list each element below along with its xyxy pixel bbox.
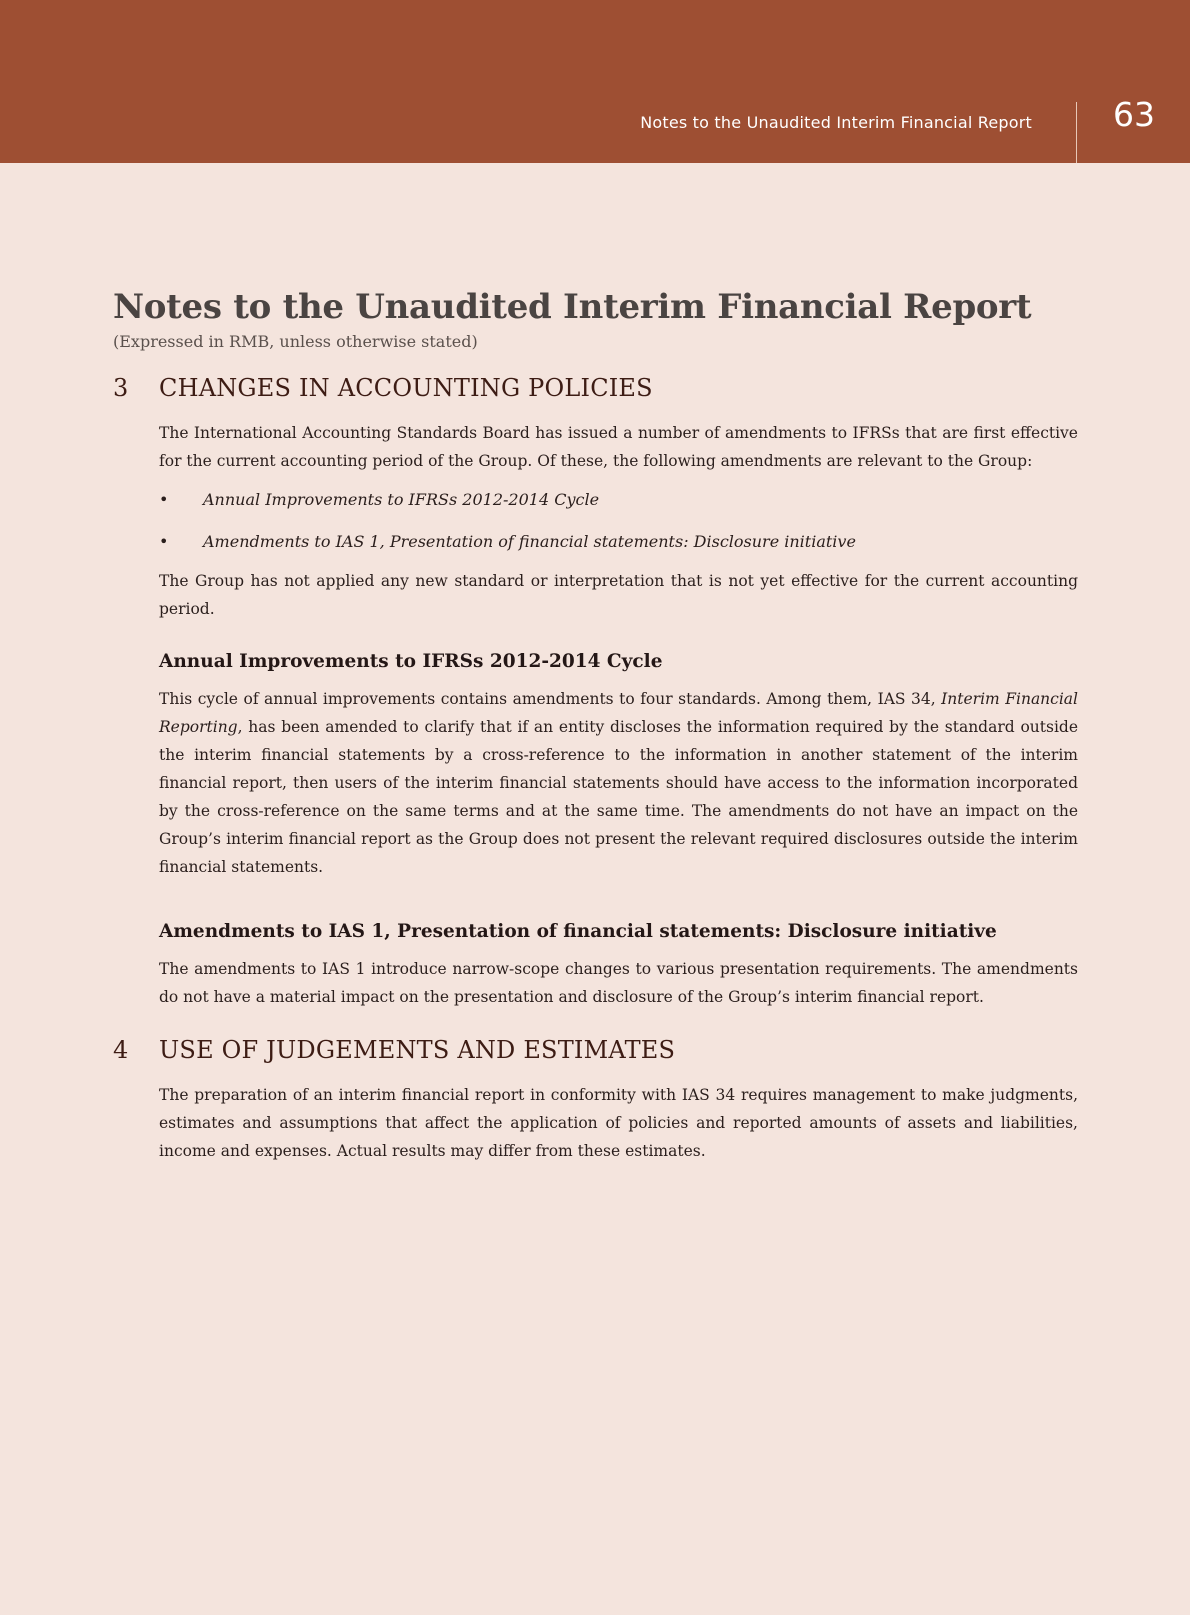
bullet-icon: • [159, 532, 169, 551]
page-content [113, 285, 1078, 1165]
section-body [159, 419, 1078, 1011]
italic-standard-name: Interim Financial Reporting [159, 690, 1078, 736]
section-body [159, 1081, 1078, 1165]
section-4 [113, 1035, 1078, 1165]
page-number: 63 [1113, 95, 1155, 134]
list-item-text: Amendments to IAS 1, Presentation of financial statements: Disclosure initiative [203, 532, 856, 551]
section-heading [113, 373, 1078, 403]
section-number: 3 [113, 374, 129, 402]
section-3 [113, 373, 1078, 1011]
ias1-paragraph: The amendments to IAS 1 introduce narrow-scope changes to various presentation requirements. The amendments do not have a material impact on the presentation and disclosure of the Group’s interim financial report. [159, 960, 1078, 1006]
text-run: This cycle of annual improvements contains amendments to four standards. Among them, IAS 34, [159, 690, 942, 708]
section-title: USE OF JUDGEMENTS AND ESTIMATES [159, 1036, 676, 1064]
list-item [159, 529, 1078, 555]
annual-improvements-paragraph [159, 685, 1078, 881]
section-heading [113, 1035, 1078, 1065]
bullet-icon: • [159, 490, 169, 509]
subheading-ias1-amendments: Amendments to IAS 1, Presentation of financial statements: Disclosure initiative [159, 921, 997, 942]
intro-paragraph: The International Accounting Standards Board has issued a number of amendments to IFRSs that are first effective for the current accounting period of the Group. Of these, the following amendments are relevant to the Group: [159, 424, 1078, 470]
page-title: Notes to the Unaudited Interim Financial Report [113, 287, 1032, 327]
amendments-list [159, 487, 1078, 555]
header-band [0, 0, 1190, 163]
text-run: , has been amended to clarify that if an entity discloses the information required by the standard outside the interim financial statements by a cross-reference to the information in another statement of the interim financial report, then users of the interim financial statements should have access to the information incorporated by the cross-reference on the same terms and at the same time. The amendments do not have an impact on the Group’s interim financial report as the Group does not present the relevant required disclosures outside the interim financial statements. [159, 718, 1078, 876]
subheading-annual-improvements: Annual Improvements to IFRSs 2012-2014 Cycle [159, 651, 663, 672]
judgements-paragraph: The preparation of an interim financial report in conformity with IAS 34 requires management to make judgments, estimates and assumptions that affect the application of policies and reported amounts of assets and liabilities, income and expenses. Actual results may differ from these estimates. [159, 1086, 1078, 1160]
header-divider [1076, 102, 1077, 163]
running-header-title: Notes to the Unaudited Interim Financial Report [640, 113, 1032, 132]
list-item [159, 487, 1078, 513]
not-applied-paragraph: The Group has not applied any new standard or interpretation that is not yet effective for the current accounting period. [159, 572, 1078, 618]
section-title: CHANGES IN ACCOUNTING POLICIES [159, 374, 653, 402]
section-number: 4 [113, 1036, 129, 1064]
page-subtitle: (Expressed in RMB, unless otherwise stated) [113, 332, 478, 351]
list-item-text: Annual Improvements to IFRSs 2012-2014 Cycle [203, 490, 600, 509]
